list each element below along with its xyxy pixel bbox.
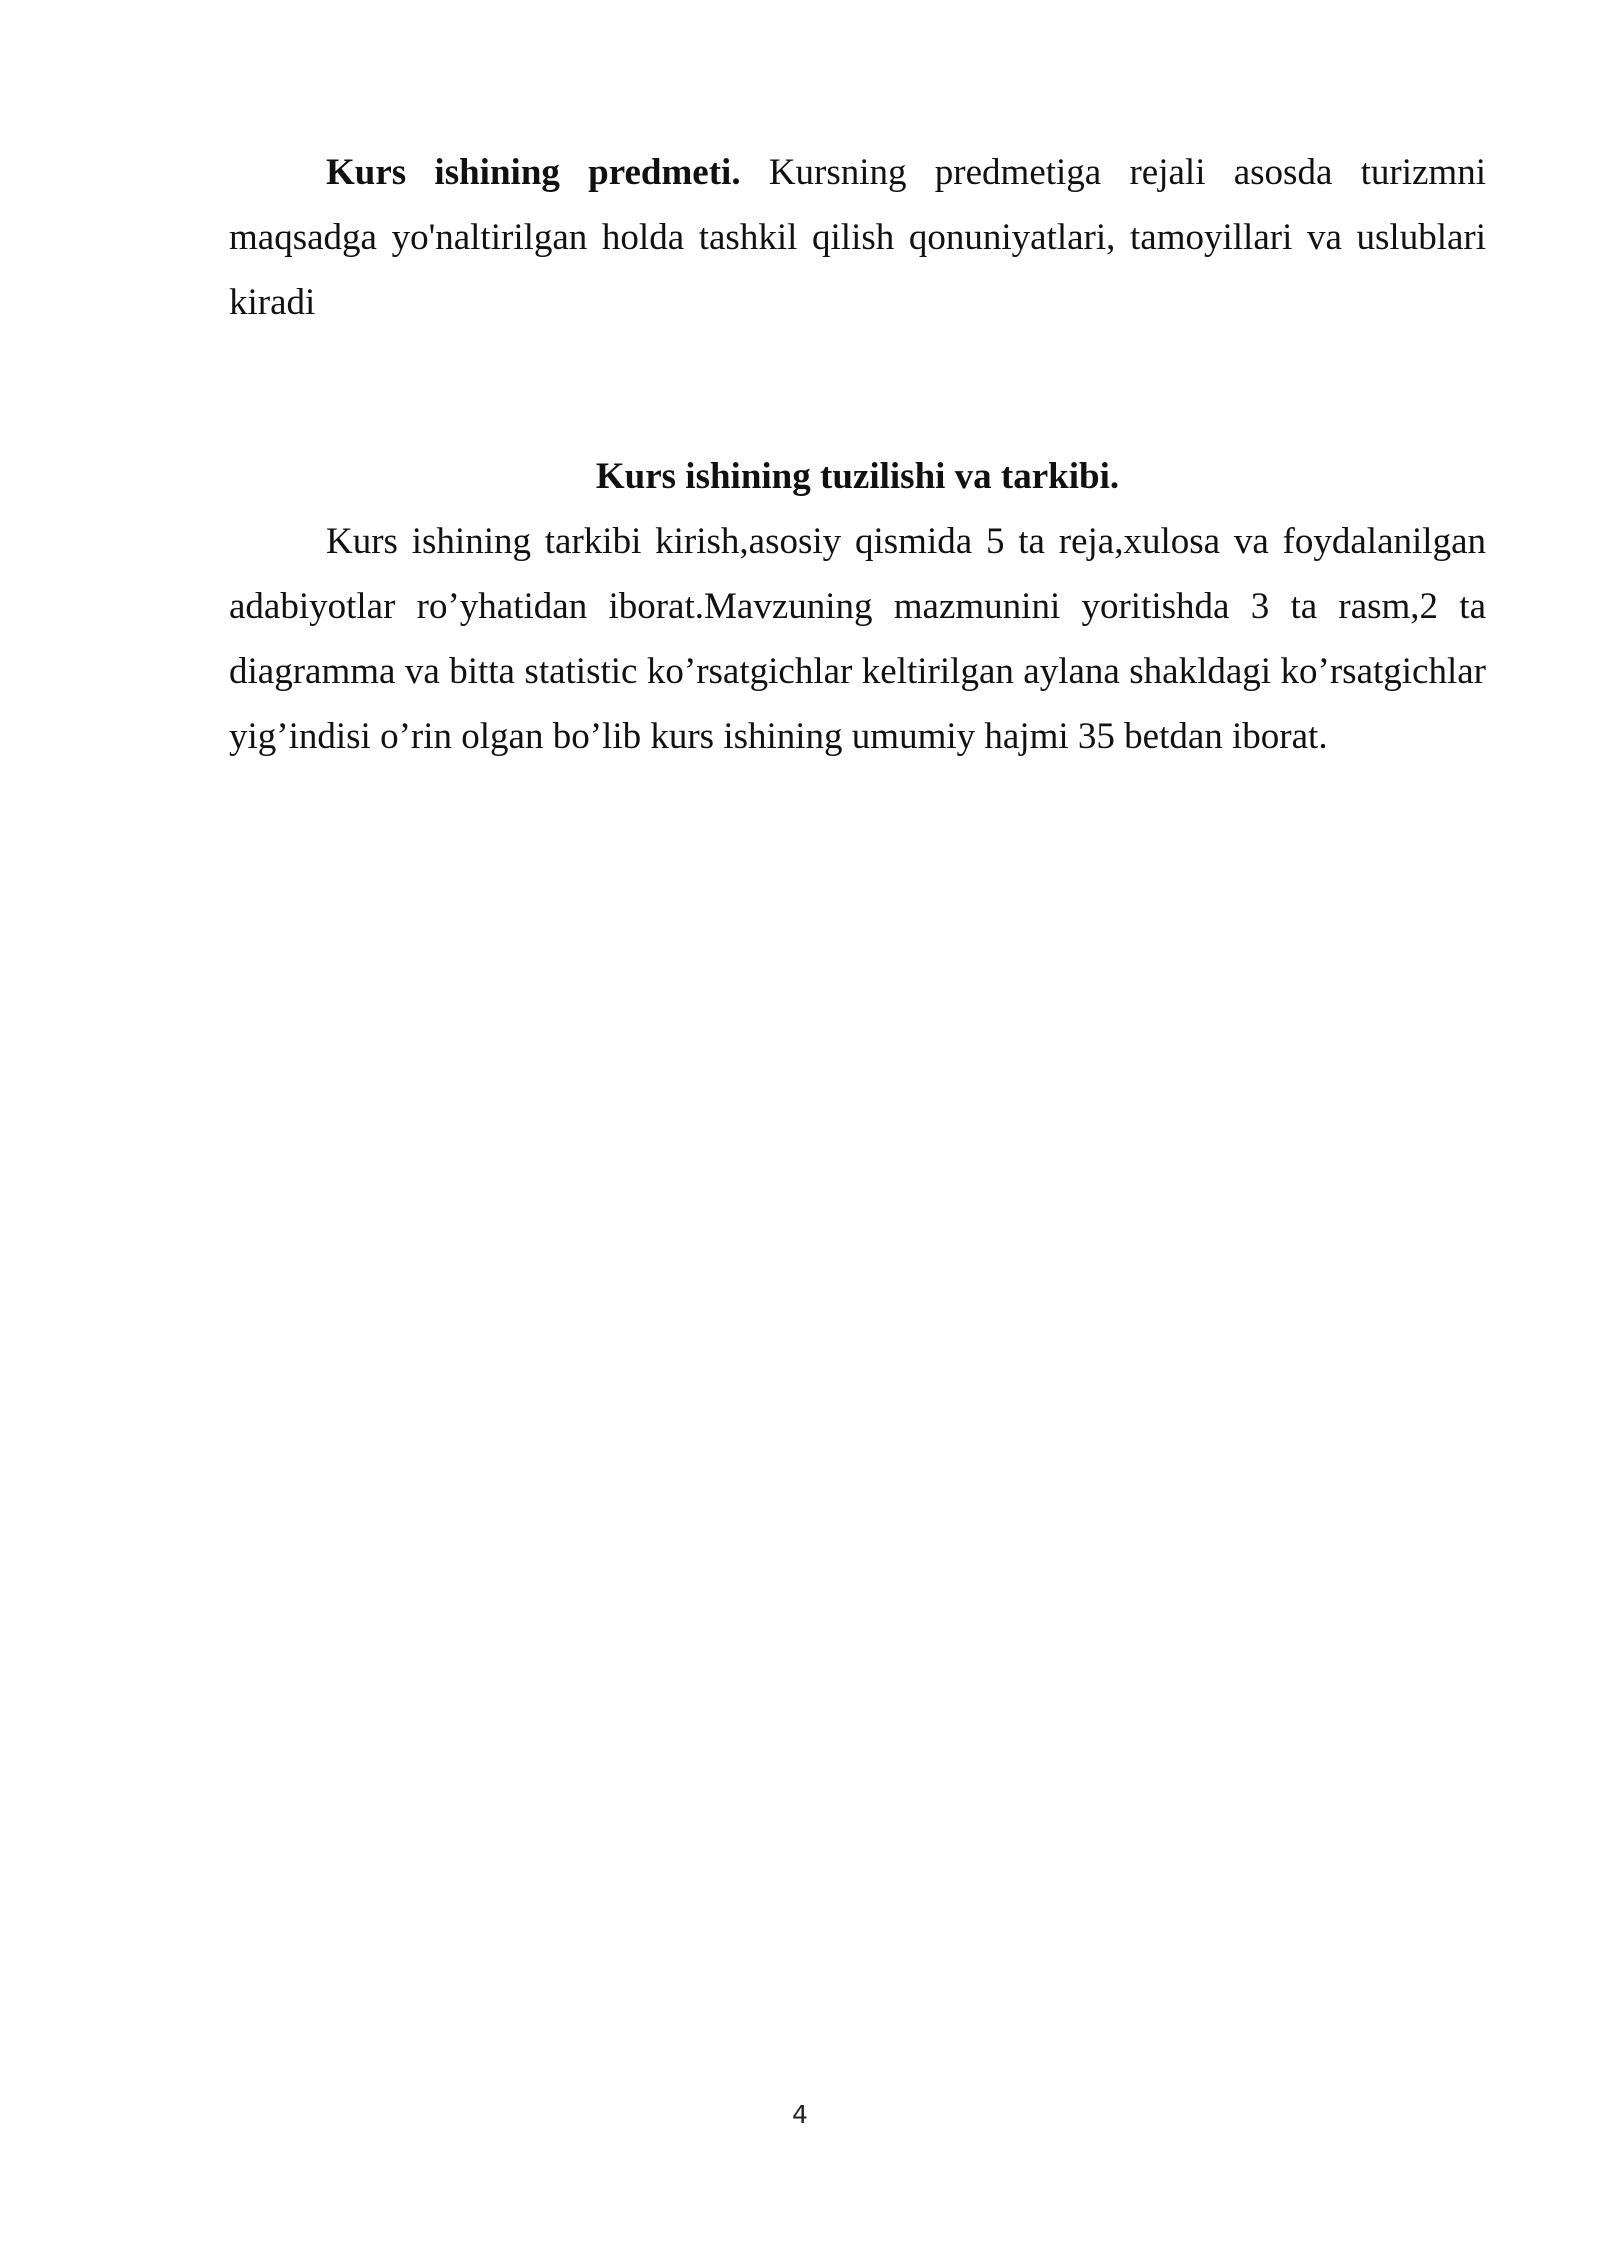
page-number: 4 [792,2100,808,2129]
structure-paragraph: Kurs ishining tarkibi kirish,asosiy qismida 5 ta reja,xulosa va foydalanilgan adabiyotlar ro’yhatidan iborat.Mavzuning mazmunini yoritishda 3 ta rasm,2 ta diagramma va bitta statistic ko’rsatgichlar keltirilgan aylana shakldagi ko’rsatgichlar yig’indisi o’rin olgan bo’lib kurs ishining umumiy hajmi 35 betdan iborat. [229,521,1486,757]
subject-lead-bold: Kurs ishining predmeti. [326,152,741,193]
structure-heading: Kurs ishining tuzilishi va tarkibi. [595,456,1120,497]
subject-paragraph [229,140,1486,335]
paragraph-spacer [229,335,1486,444]
subject-text: Kursning predmetiga rejali asosda turizmni maqsadga yo'naltirilgan holda tashkil qilish qonuniyatlari, tamoyillari va uslublari kiradi [229,152,1486,323]
page-content [229,140,1486,769]
